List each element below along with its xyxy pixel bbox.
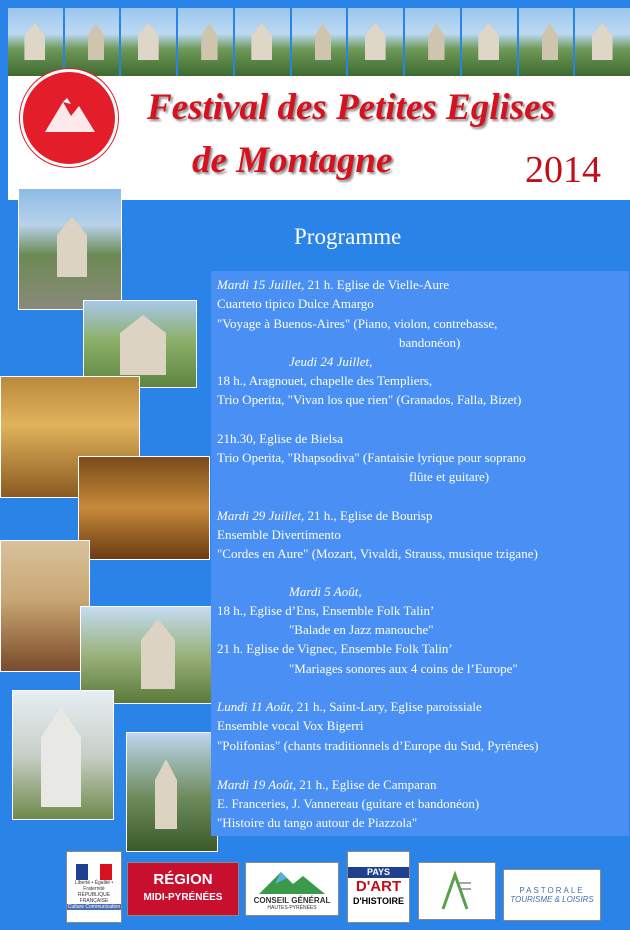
- conseil-logo-line1: CONSEIL GÉNÉRAL: [253, 895, 331, 905]
- pastorale-logo-line1: PASTORALE: [519, 886, 585, 895]
- festival-title-line2: de Montagne: [192, 140, 393, 181]
- programme-line: 21h.30, Eglise de Bielsa: [217, 431, 344, 446]
- church-photo: [18, 188, 122, 310]
- church-photo: [121, 8, 176, 76]
- church-arch-photo: [126, 732, 218, 852]
- programme-heading: Programme: [294, 224, 402, 249]
- programme-line: Cuarteto tipico Dulce Amargo: [217, 296, 374, 311]
- ministere-subtext: Culture Communication: [67, 904, 121, 910]
- programme-line: Ensemble Divertimento: [217, 527, 341, 542]
- programme-line: Mardi 19 Août, 21 h., Eglise de Camparan: [217, 777, 437, 792]
- programme-line: Mardi 15 Juillet, 21 h. Eglise de Vielle-Aure: [217, 277, 450, 292]
- church-photo: [575, 8, 630, 76]
- programme-line: Trio Operita, "Vivan los que rien" (Granados, Falla, Bizet): [217, 392, 522, 407]
- church-photo: [8, 8, 63, 76]
- church-photo: [65, 8, 120, 76]
- festival-year: 2014: [525, 149, 601, 191]
- programme-line: "Polifonias" (chants traditionnels d’Europe du Sud, Pyrénées): [217, 738, 539, 753]
- programme-line: Ensemble vocal Vox Bigerri: [217, 718, 364, 733]
- mountain-figure-icon: [437, 869, 477, 913]
- conseil-logo-line2: HAUTES-PYRÉNÉES: [267, 904, 317, 911]
- programme-line: Trio Operita, "Rhapsodiva" (Fantaisie lyrique pour soprano: [217, 450, 526, 465]
- pays-logo-line3: D'HISTOIRE: [353, 896, 404, 906]
- church-photo: [178, 8, 233, 76]
- programme-box: [211, 271, 629, 836]
- pays-logo-line1: PAYS: [348, 867, 409, 878]
- programme-line: flûte et guitare): [409, 469, 490, 484]
- tricolor-flag-icon: [76, 864, 112, 880]
- programme-line: Mardi 29 Juillet, 21 h., Eglise de Bourisp: [217, 508, 433, 523]
- pastorale-logo-line2: TOURISME & LOISIRS: [510, 895, 594, 904]
- pays-logo-line2: D'ART: [355, 878, 402, 895]
- programme-line: E. Franceries, J. Vannereau (guitare et bandonéon): [217, 796, 480, 811]
- programme-line: Jeudi 24 Juillet,: [289, 354, 373, 369]
- programme-line: "Mariages sonores aux 4 coins de l’Europe": [289, 661, 518, 676]
- festival-logo: [20, 69, 118, 167]
- church-photo: [292, 8, 347, 76]
- programme-line: "Voyage à Buenos-Aires" (Piano, violon, contrebasse,: [217, 316, 498, 331]
- church-photo: [462, 8, 517, 76]
- church-photo: [348, 8, 403, 76]
- region-logo-line2: MIDI-PYRÉNÉES: [143, 892, 223, 903]
- programme-line: 21 h. Eglise de Vignec, Ensemble Folk Talin’: [217, 641, 453, 656]
- programme-line: Lundi 11 Août, 21 h., Saint-Lary, Eglise paroissiale: [217, 699, 482, 714]
- church-photo: [235, 8, 290, 76]
- programme-line: "Balade en Jazz manouche": [289, 622, 434, 637]
- header-photo-strip: [8, 8, 630, 76]
- fresco-photo: [78, 456, 210, 560]
- programme-line: Mardi 5 Août,: [289, 584, 362, 599]
- region-midi-pyrenees-logo: [127, 862, 239, 916]
- church-photo: [405, 8, 460, 76]
- programme-line: bandonéon): [399, 335, 461, 350]
- altar-photo: [0, 540, 90, 672]
- church-photo: [12, 690, 114, 820]
- programme-line: "Cordes en Aure" (Mozart, Vivaldi, Strauss, musique tzigane): [217, 546, 538, 561]
- pays-art-histoire-logo: [347, 851, 410, 923]
- ministere-text: Liberté • Égalité • Fraternité RÉPUBLIQUE FRANÇAISE: [74, 880, 114, 904]
- conseil-general-logo: [245, 862, 339, 916]
- festival-title-line1: Festival des Petites Eglises: [147, 87, 555, 128]
- programme-line: 18 h., Eglise d’Ens, Ensemble Folk Talin’: [217, 603, 435, 618]
- programme-line: 18 h., Aragnouet, chapelle des Templiers,: [217, 373, 433, 388]
- ministere-culture-logo: [66, 851, 122, 923]
- association-logo: [418, 862, 496, 920]
- pastorale-tourisme-logo: [503, 869, 601, 921]
- church-photo: [519, 8, 574, 76]
- mountain-icon: [257, 868, 327, 896]
- programme-line: "Histoire du tango autour de Piazzola": [217, 815, 418, 830]
- festival-logo-graphic: [23, 72, 115, 164]
- church-photo: [83, 300, 197, 388]
- region-logo-line1: RÉGION: [153, 871, 213, 888]
